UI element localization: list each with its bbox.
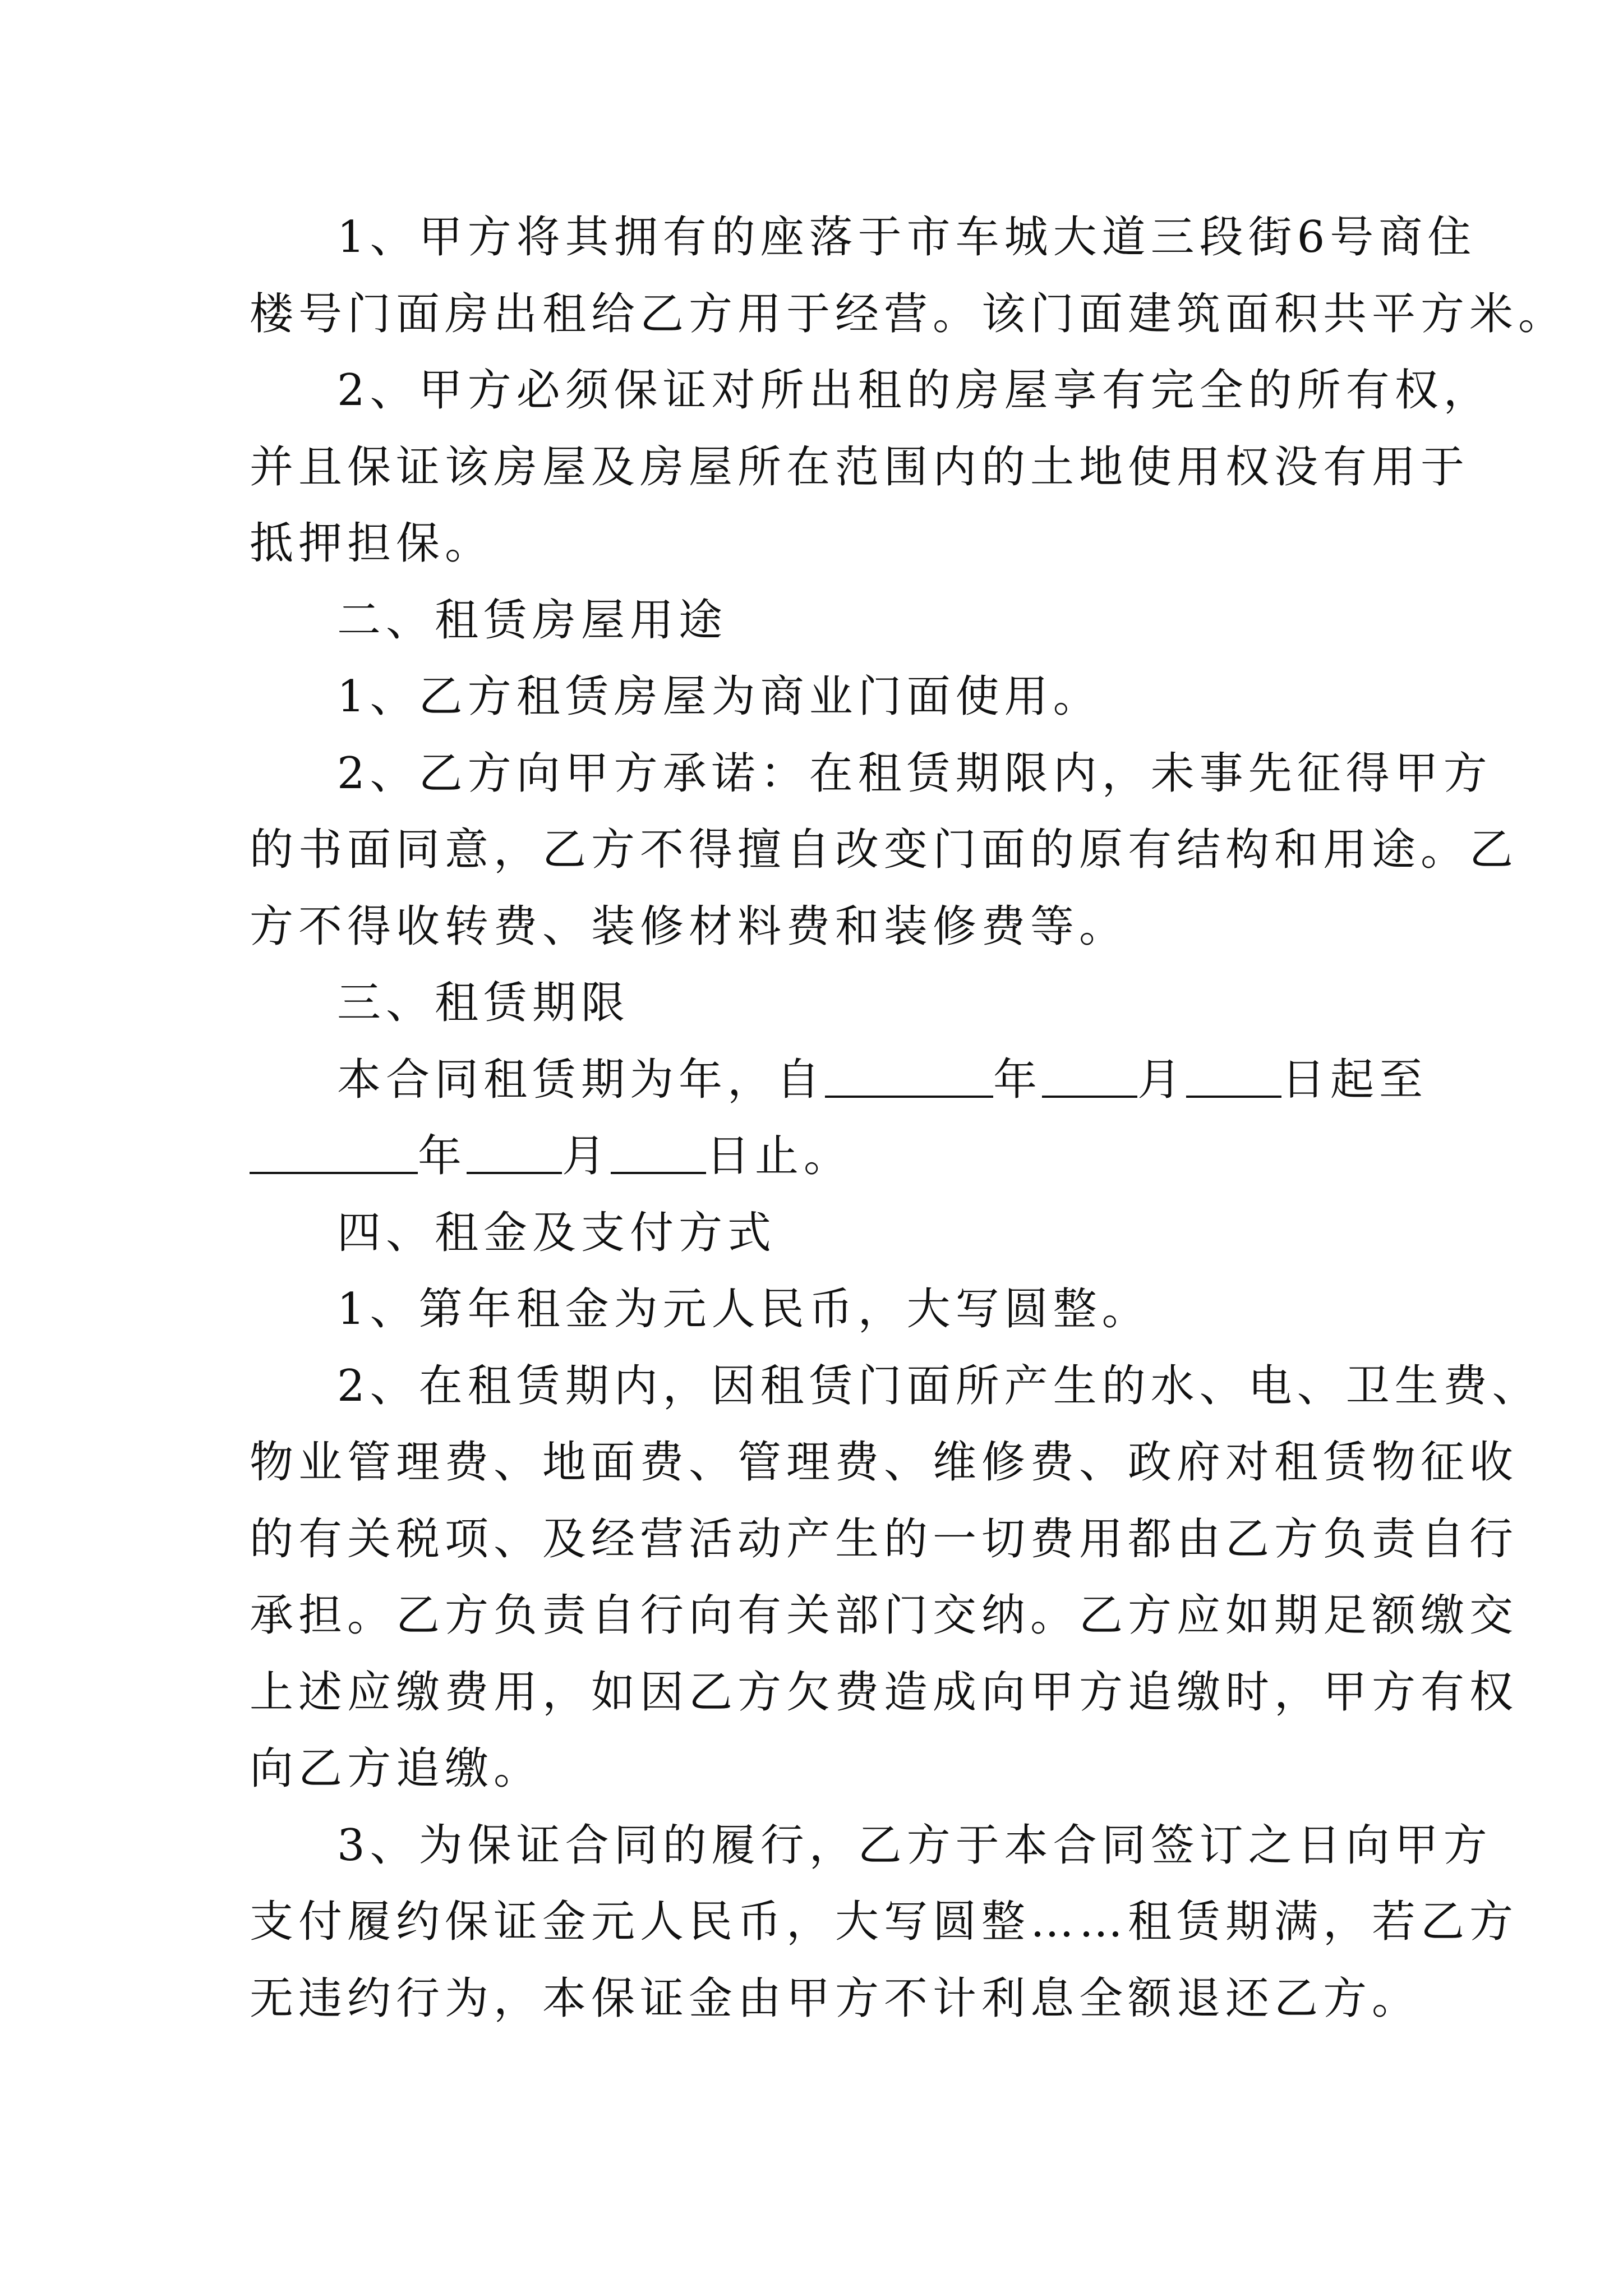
paragraph-ownership-guarantee bbox=[250, 352, 1492, 582]
text-line: 3、为保证合同的履行，乙方于本合同签订之日向甲方 bbox=[337, 1820, 1492, 1871]
term-text-end-month: 月 bbox=[562, 1131, 611, 1181]
paragraph-first-year-rent bbox=[250, 1271, 1444, 1348]
term-text-end: 日止。 bbox=[706, 1131, 853, 1181]
heading-text: 二、租赁房屋用途 bbox=[337, 595, 728, 646]
blank-start-month bbox=[1042, 1055, 1137, 1098]
heading-text: 三、租赁期限 bbox=[337, 978, 630, 1028]
text-line: 上述应缴费用，如因乙方欠费造成向甲方追缴时，甲方有权 bbox=[250, 1667, 1519, 1718]
heading-text: 四、租金及支付方式 bbox=[337, 1207, 777, 1258]
text-line: 向乙方追缴。 bbox=[250, 1743, 543, 1794]
text-line bbox=[250, 1118, 1444, 1195]
text-line: 1、甲方将其拥有的座落于市车城大道三段街6号商住 bbox=[337, 212, 1477, 263]
document-body bbox=[250, 199, 1567, 2037]
text-line: 2、甲方必须保证对所出租的房屋享有完全的所有权， bbox=[337, 365, 1492, 416]
text-line: 并且保证该房屋及房屋所在范围内的土地使用权没有用于 bbox=[250, 441, 1470, 493]
paragraph-deposit bbox=[250, 1807, 1519, 2037]
paragraph-fees bbox=[250, 1348, 1541, 1807]
blank-end-year bbox=[250, 1131, 418, 1174]
paragraph-property-location bbox=[250, 199, 1567, 352]
text-line: 的书面同意，乙方不得擅自改变门面的原有结构和用途。乙 bbox=[250, 825, 1519, 875]
section-heading-rent bbox=[250, 1195, 1444, 1272]
text-line: 无违约行为，本保证金由甲方不计利息全额退还乙方。 bbox=[250, 1973, 1421, 2024]
text-line: 支付履约保证金元人民币，大写圆整……租赁期满，若乙方 bbox=[250, 1897, 1519, 1947]
section-heading-term bbox=[250, 965, 1444, 1042]
blank-start-year bbox=[825, 1055, 993, 1098]
blank-start-day bbox=[1186, 1055, 1281, 1098]
term-text-from: 日起至 bbox=[1281, 1054, 1428, 1105]
term-text-end-year: 年 bbox=[418, 1131, 467, 1181]
paragraph-lease-term bbox=[250, 1042, 1444, 1195]
term-text-start: 本合同租赁期为年，自 bbox=[337, 1054, 826, 1105]
term-text-year: 年 bbox=[993, 1054, 1043, 1105]
text-line: 物业管理费、地面费、管理费、维修费、政府对租赁物征收 bbox=[250, 1437, 1519, 1488]
text-line: 2、在租赁期内，因租赁门面所产生的水、电、卫生费、 bbox=[337, 1360, 1541, 1411]
text-line: 方不得收转费、装修材料费和装修费等。 bbox=[250, 901, 1128, 952]
blank-end-day bbox=[611, 1131, 706, 1174]
text-line: 1、乙方租赁房屋为商业门面使用。 bbox=[337, 671, 1102, 722]
text-line: 1、第年租金为元人民币，大写圆整。 bbox=[337, 1284, 1151, 1335]
paragraph-commercial-use bbox=[250, 659, 1444, 735]
term-text-month: 月 bbox=[1137, 1054, 1187, 1105]
text-line: 楼号门面房出租给乙方用于经营。该门面建筑面积共平方米。 bbox=[250, 288, 1567, 339]
text-line: 2、乙方向甲方承诺：在租赁期限内，未事先征得甲方 bbox=[337, 748, 1492, 799]
section-heading-usage bbox=[250, 582, 1444, 659]
text-line: 承担。乙方负责自行向有关部门交纳。乙方应如期足额缴交 bbox=[250, 1590, 1519, 1641]
text-line: 抵押担保。 bbox=[250, 518, 494, 569]
blank-end-month bbox=[467, 1131, 562, 1174]
text-line bbox=[250, 1042, 1444, 1119]
text-line: 的有关税项、及经营活动产生的一切费用都由乙方负责自行 bbox=[250, 1513, 1519, 1565]
paragraph-tenant-promise bbox=[250, 735, 1519, 965]
